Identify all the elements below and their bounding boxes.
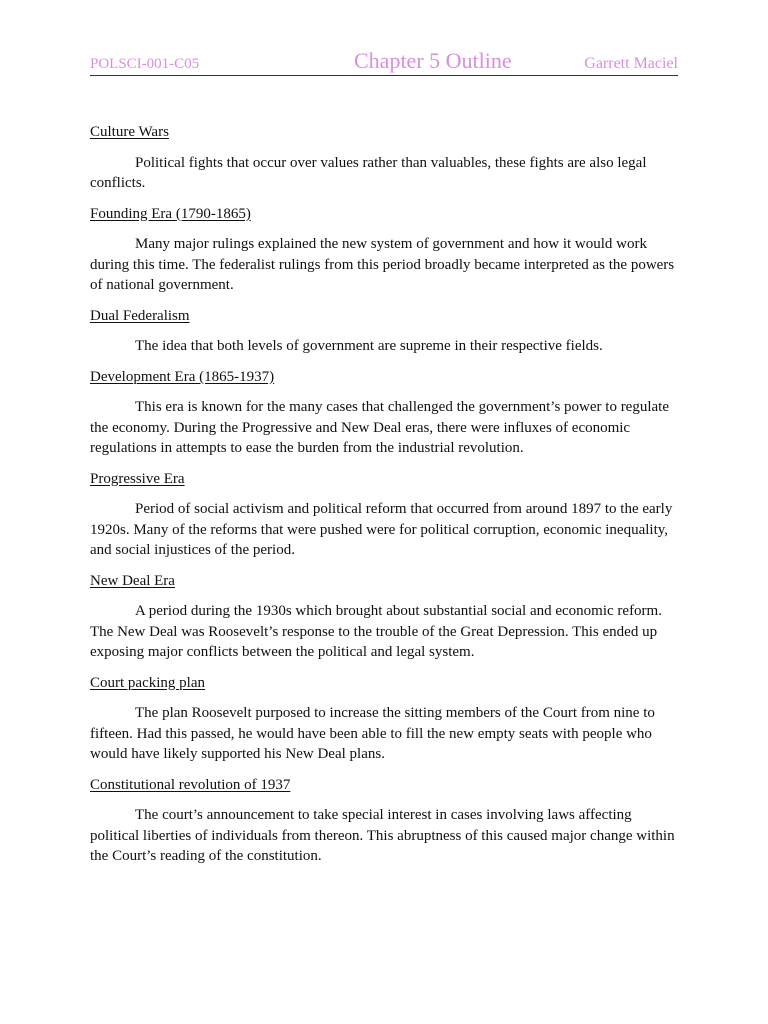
section-constitutional-revolution — [90, 775, 678, 867]
author-name: Garrett Maciel — [584, 55, 678, 72]
section-founding-era — [90, 204, 678, 296]
section-heading: Constitutional revolution of 1937 — [90, 776, 291, 793]
section-heading: Development Era (1865-1937) — [90, 368, 275, 385]
section-heading: New Deal Era — [90, 572, 175, 589]
section-body: Many major rulings explained the new system of government and how it would work during this time. The federalist rulings from this period broadly became interpreted as the powers of national government. — [90, 236, 675, 293]
section-body: Political fights that occur over values rather than valuables, these fights are also legal conflicts. — [90, 154, 647, 191]
section-progressive-era — [90, 469, 678, 561]
section-heading: Dual Federalism — [90, 307, 190, 324]
section-body: The plan Roosevelt purposed to increase the sitting members of the Court from nine to fifteen. Had this passed, he would have been able to fill the new empty seats with people who would have likely supported his New Deal plans. — [90, 705, 655, 762]
section-body: A period during the 1930s which brought about substantial social and economic reform. The New Deal was Roosevelt’s response to the trouble of the Great Depression. This ended up exposing major conflicts between the political and legal system. — [90, 603, 662, 660]
section-heading: Court packing plan — [90, 674, 205, 691]
course-code: POLSCI-001-C05 — [90, 56, 200, 72]
section-court-packing-plan — [90, 673, 678, 765]
section-body: Period of social activism and political reform that occurred from around 1897 to the early 1920s. Many of the reforms that were pushed were for political corruption, economic inequality, and social injustices of the period. — [90, 501, 673, 558]
section-body: This era is known for the many cases that challenged the government’s power to regulate the economy. During the Progressive and New Deal eras, there were influxes of economic regulations in attempts to ease the burden from the industrial revolution. — [90, 399, 669, 456]
section-new-deal-era — [90, 571, 678, 663]
section-heading: Progressive Era — [90, 470, 185, 487]
document-body — [90, 122, 678, 877]
section-body: The court’s announcement to take special interest in cases involving laws affecting political liberties of individuals from thereon. This abruptness of this caused major change within the Court’s reading of the constitution. — [90, 807, 675, 864]
page-header — [90, 46, 678, 76]
document-title: Chapter 5 Outline — [354, 48, 512, 73]
section-development-era — [90, 367, 678, 459]
section-heading: Founding Era (1790-1865) — [90, 205, 251, 222]
section-body: The idea that both levels of government are supreme in their respective fields. — [135, 338, 603, 354]
section-heading: Culture Wars — [90, 124, 169, 140]
section-culture-wars — [90, 122, 678, 194]
section-dual-federalism — [90, 306, 678, 357]
